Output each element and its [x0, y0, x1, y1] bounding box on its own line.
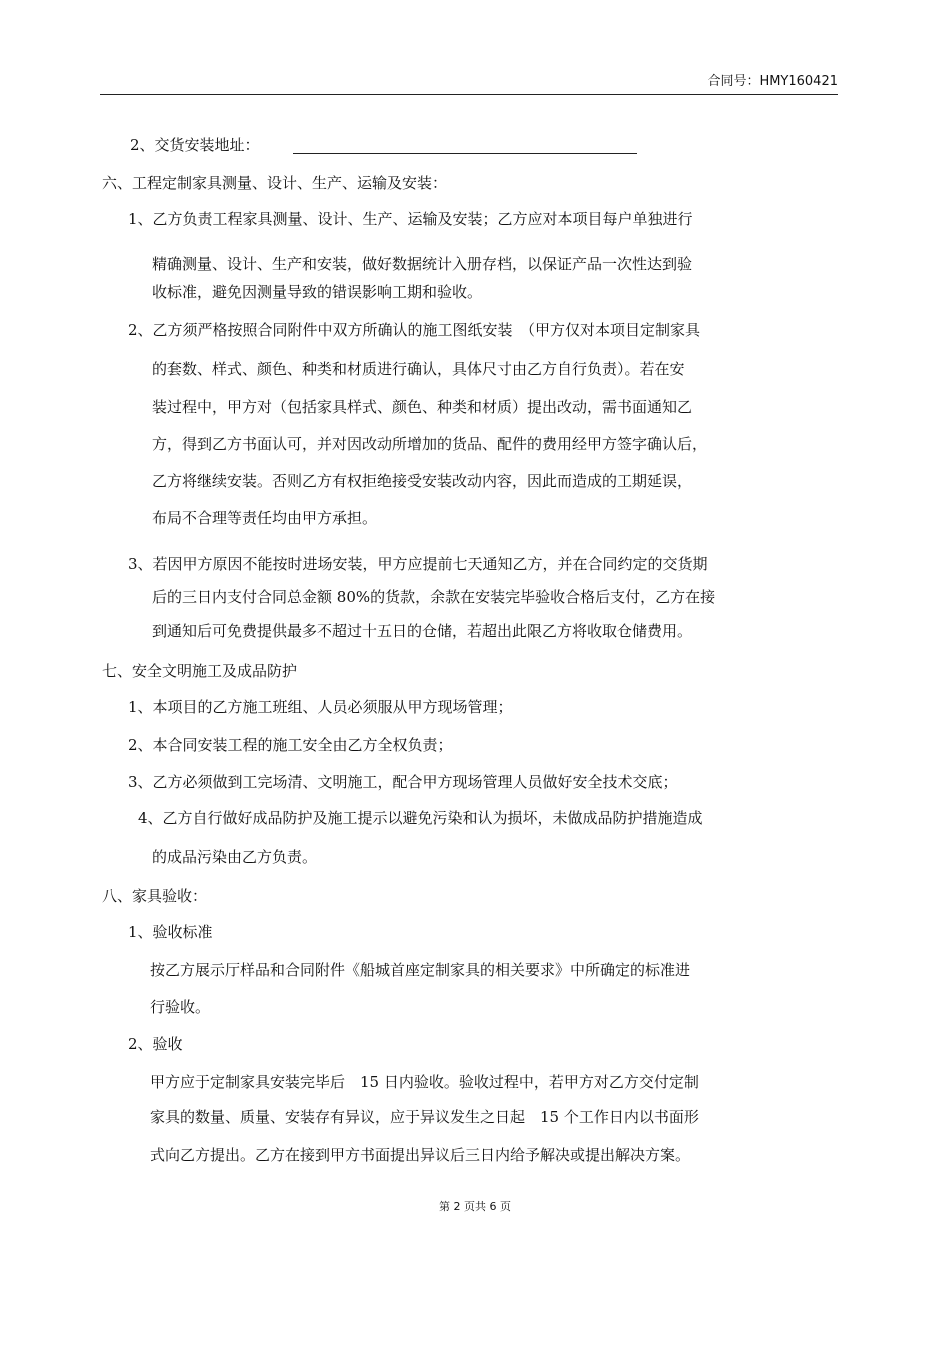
text-line: 2、验收	[128, 1035, 183, 1053]
text-line: 的成品污染由乙方负责。	[152, 848, 318, 866]
page-header	[100, 64, 838, 95]
contract-number: 合同号：HMY160421	[707, 74, 838, 89]
text-line: 方，得到乙方书面认可，并对因改动所增加的货品、配件的费用经甲方签字确认后，	[152, 435, 708, 453]
text-line: 乙方将继续安装。否则乙方有权拒绝接受安装改动内容，因此而造成的工期延误，	[152, 472, 693, 490]
text-line: 的套数、样式、颜色、种类和材质进行确认，具体尺寸由乙方自行负责）。若在安	[152, 360, 685, 378]
text-line: 布局不合理等责任均由甲方承担。	[152, 509, 378, 527]
text-line: 3、若因甲方原因不能按时进场安装，甲方应提前七天通知乙方，并在合同约定的交货期	[128, 555, 708, 573]
text-line: 4、乙方自行做好成品防护及施工提示以避免污染和认为损坏，未做成品防护措施造成	[138, 809, 703, 827]
text-line: 3、乙方必须做到工完场清、文明施工，配合甲方现场管理人员做好安全技术交底；	[128, 773, 678, 791]
text-line: 1、验收标准	[128, 923, 213, 941]
text-line: 1、乙方负责工程家具测量、设计、生产、运输及安装；乙方应对本项目每户单独进行	[128, 210, 693, 228]
text-line: 后的三日内支付合同总金额 80%的货款，余款在安装完毕验收合格后支付，乙方在接	[152, 588, 716, 606]
text-line: 2、交货安装地址：	[130, 136, 260, 154]
text-line: 七、安全文明施工及成品防护	[102, 662, 298, 680]
text-line: 装过程中，甲方对（包括家具样式、颜色、种类和材质）提出改动，需书面通知乙	[152, 398, 693, 416]
text-line: 2、乙方须严格按照合同附件中双方所确认的施工图纸安装 （甲方仅对本项目定制家具	[128, 321, 701, 339]
text-line: 八、家具验收：	[102, 887, 208, 905]
text-line: 到通知后可免费提供最多不超过十五日的仓储，若超出此限乙方将收取仓储费用。	[152, 622, 693, 640]
text-line: 精确测量、设计、生产和安装，做好数据统计入册存档，以保证产品一次性达到验	[152, 255, 693, 273]
text-line: 1、本项目的乙方施工班组、人员必须服从甲方现场管理；	[128, 698, 513, 716]
text-line: 行验收。	[150, 998, 211, 1016]
text-line: 2、本合同安装工程的施工安全由乙方全权负责；	[128, 736, 453, 754]
text-line: 收标准，避免因测量导致的错误影响工期和验收。	[152, 283, 483, 301]
text-line: 式向乙方提出。乙方在接到甲方书面提出异议后三日内给予解决或提出解决方案。	[150, 1146, 691, 1164]
page-footer: 第 2 页共 6 页	[439, 1200, 511, 1213]
text-line: 甲方应于定制家具安装完毕后 15 日内验收。验收过程中，若甲方对乙方交付定制	[150, 1073, 699, 1091]
address-underline	[293, 153, 637, 154]
text-line: 六、工程定制家具测量、设计、生产、运输及安装：	[102, 174, 448, 192]
text-line: 按乙方展示厅样品和合同附件《船城首座定制家具的相关要求》中所确定的标准进	[150, 961, 691, 979]
text-line: 家具的数量、质量、安装存有异议，应于异议发生之日起 15 个工作日内以书面形	[150, 1108, 699, 1126]
